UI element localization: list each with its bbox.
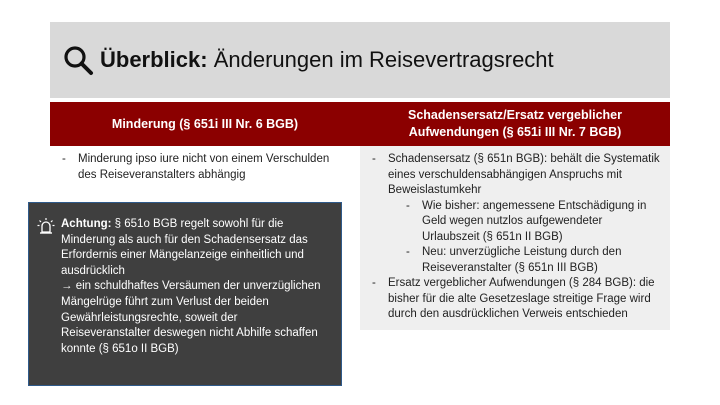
callout-text-2: ein schuldhaftes Versäumen der unverzüglichen Mängelrüge führt zum Verlust der beiden Gewährleistungsrechte, soweit der Reiseveranstalter deswegen nicht Abhilfe schaffen konnte (§ 651o II BGB) — [61, 280, 321, 355]
magnifier-icon — [62, 44, 94, 76]
arrow-glyph: → — [61, 280, 73, 293]
callout-text-1: § 651o BGB regelt sowohl für die Minderung als auch für den Schadensersatz das Erfordernis einer Mängelanzeige einheitlich und ausdrücklich — [61, 218, 308, 277]
callout-label: Achtung: — [61, 218, 112, 230]
table-header-row — [50, 102, 670, 146]
list-item: - Ersatz vergeblicher Aufwendungen (§ 284 BGB): die bisher für die alte Gesetzeslage streitige Frage wird durch den ausdrücklichen Verweis entschieden — [368, 276, 660, 323]
alarm-light-icon — [37, 217, 55, 235]
list-item-text: Schadensersatz (§ 651n BGB): behält die Systematik eines verschuldensabhängigen Anspruchs mit Beweislastumkehr — [388, 153, 660, 196]
callout-text — [61, 217, 329, 357]
list-item — [368, 152, 660, 276]
cell-schadensersatz — [360, 146, 670, 330]
sub-list-item: - Neu: unverzügliche Leistung durch den Reiseveranstalter (§ 651n III BGB) — [402, 245, 660, 276]
header-schadensersatz: Schadensersatz/Ersatz vergeblicher Aufwendungen (§ 651i III Nr. 7 BGB) — [408, 108, 622, 139]
list-item: - Minderung ipso iure nicht von einem Verschulden des Reiseveranstalters abhängig — [58, 152, 350, 183]
page-title — [100, 47, 554, 73]
page-title-rest: Änderungen im Reisevertragsrecht — [207, 47, 554, 72]
warning-callout — [28, 202, 342, 386]
sub-list-item: - Wie bisher: angemessene Entschädigung in Geld wegen nutzlos aufgewendeter Urlaubszeit (§ 651n II BGB) — [402, 199, 660, 246]
title-band — [50, 22, 670, 98]
page-title-bold: Überblick: — [100, 47, 208, 72]
header-minderung: Minderung (§ 651i III Nr. 6 BGB) — [111, 116, 299, 131]
